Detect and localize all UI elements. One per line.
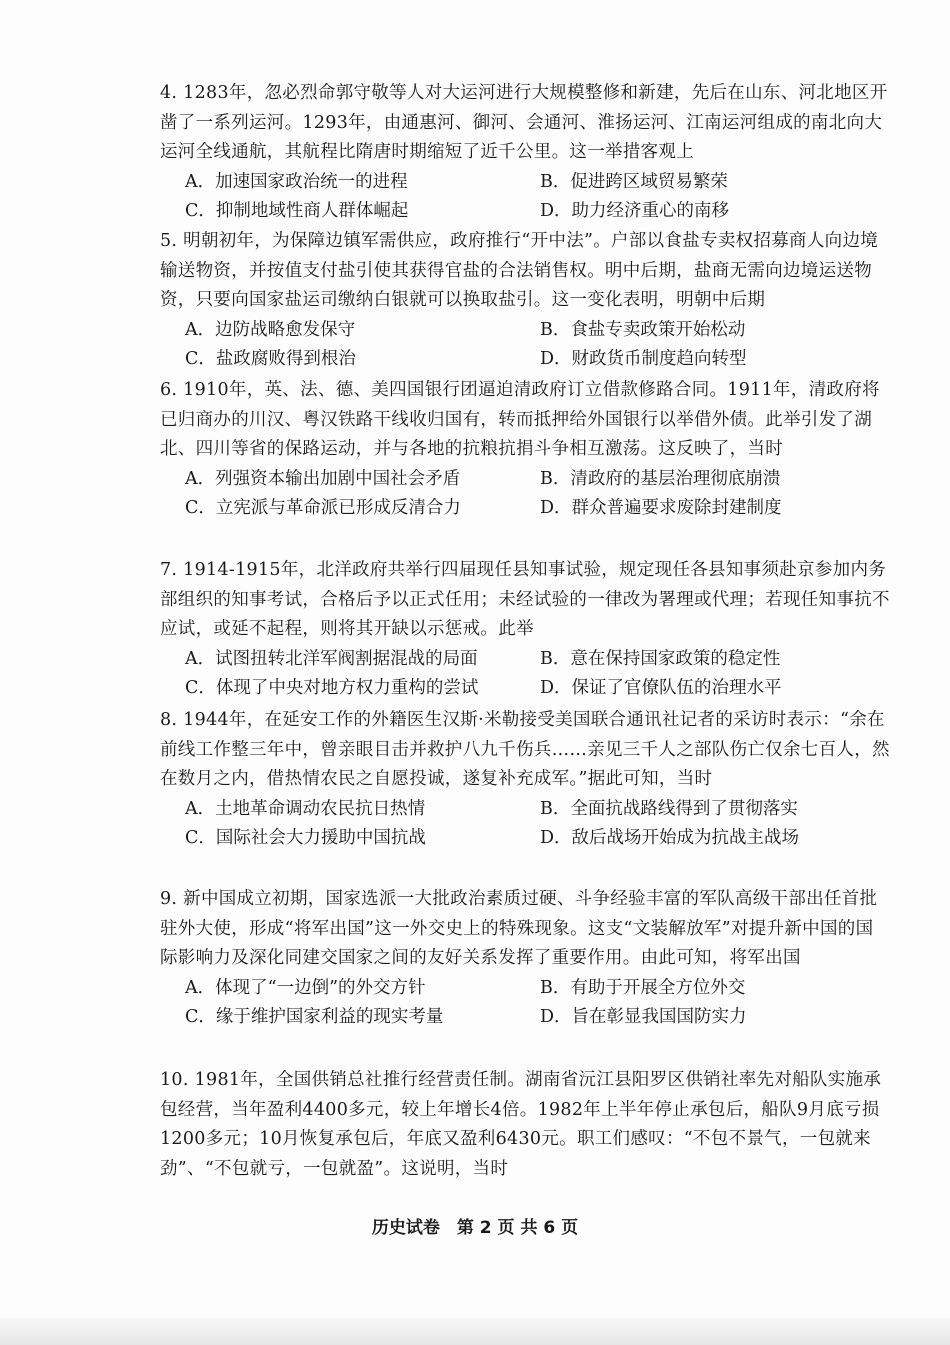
question-5: [160, 227, 890, 375]
question-10: [160, 1066, 890, 1184]
option-c: C．抑制地域性商人群体崛起: [185, 201, 409, 222]
question-stem: 9. 新中国成立初期，国家选派一大批政治素质过硬、斗争经验丰富的军队高级干部出任首批驻外大使，形成“将军出国”这一外交史上的特殊现象。这支“文装解放军”对提升新中国的国际影响力及深化同建交国家之间的友好关系发挥了重要作用。由此可知，将军出国: [160, 889, 878, 969]
option-d: D．财政货币制度趋向转型: [540, 349, 747, 370]
question-stem: 10. 1981年，全国供销总社推行经营责任制。湖南省沅江县阳罗区供销社率先对船队实施承包经营，当年盈利4400多元，较上年增长4倍。1982年上半年停止承包后，船队9月底亏损1200多元；10月恢复承包后，年底又盈利6430元。职工们感叹：“不包不景气，一包就来劲”、“不包就亏，一包就盈”。这说明，当时: [160, 1070, 882, 1179]
option-c: C．立宪派与革命派已形成反清合力: [185, 498, 461, 519]
question-stem: 5. 明朝初年，为保障边镇军需供应，政府推行“开中法”。户部以食盐专卖权招募商人向边境输送物资，并按值支付盐引使其获得官盐的合法销售权。明中后期，盐商无需向边境运送物资，只要向国家盐运司缴纳白银就可以换取盐引。这一变化表明，明朝中后期: [160, 231, 879, 311]
option-b: B．全面抗战路线得到了贯彻落实: [540, 798, 798, 819]
question-7: [160, 556, 890, 704]
question-stem: 7. 1914-1915年，北洋政府共举行四届现任县知事试验，规定现任各县知事须赴京参加内务部组织的知事考试，合格后予以正式任用；未经试验的一律改为署理或代理；若现任知事抗不应试，或延不起程，则将其开缺以示惩戒。此举: [160, 560, 890, 640]
question-6: [160, 376, 890, 524]
question-stem: 6. 1910年，英、法、德、美四国银行团逼迫清政府订立借款修路合同。1911年，清政府将已归商办的川汉、粤汉铁路干线收归国有，转而抵押给外国银行以举借外债。此举引发了湖北、四川等省的保路运动，并与各地的抗粮抗捐斗争相互激荡。这反映了，当时: [160, 380, 880, 460]
option-c: C．缘于维护国家利益的现实考量: [185, 1007, 444, 1028]
option-b: B．有助于开展全方位外交: [540, 977, 746, 998]
question-stem: 8. 1944年，在延安工作的外籍医生汉斯·米勒接受美国联合通讯社记者的采访时表示：“余在前线工作整三年中，曾亲眼目击并救护八九千伤兵……亲见三千人之部队伤亡仅余七百人，然在数月之内，借热情农民之自愿投诚，遂复补充成军。”据此可知，当时: [160, 710, 890, 790]
options: [160, 465, 890, 524]
option-d: D．群众普遍要求废除封建制度: [540, 498, 782, 519]
option-b: B．促进跨区域贸易繁荣: [540, 171, 728, 192]
option-a: A．体现了“一边倒”的外交方针: [185, 977, 426, 998]
option-a: A．加速国家政治统一的进程: [185, 171, 408, 192]
option-a: A．土地革命调动农民抗日热情: [185, 798, 426, 819]
option-b: B．清政府的基层治理彻底崩溃: [540, 468, 781, 489]
options: [160, 645, 890, 704]
option-b: B．意在保持国家政策的稳定性: [540, 648, 781, 669]
option-d: D．旨在彰显我国国防实力: [540, 1007, 747, 1028]
option-a: A．边防战略愈发保守: [185, 319, 356, 340]
question-stem: 4. 1283年，忽必烈命郭守敬等人对大运河进行大规模整修和新建，先后在山东、河北地区开凿了一系列运河。1293年，由通惠河、御河、会通河、淮扬运河、江南运河组成的南北向大运河全线通航，其航程比隋唐时期缩短了近千公里。这一举措客观上: [160, 83, 888, 163]
page-footer: 历史试卷 第 2 页 共 6 页: [371, 1218, 579, 1238]
question-8: [160, 706, 890, 854]
option-d: D．保证了官僚队伍的治理水平: [540, 678, 782, 699]
option-c: C．盐政腐败得到根治: [185, 349, 356, 370]
option-d: D．敌后战场开始成为抗战主战场: [540, 828, 800, 849]
question-4: [160, 79, 890, 227]
option-b: B．食盐专卖政策开始松动: [540, 319, 746, 340]
option-a: A．试图扭转北洋军阀割据混战的局面: [185, 648, 478, 669]
options: [160, 316, 890, 375]
option-c: C．国际社会大力援助中国抗战: [185, 828, 426, 849]
options: [160, 168, 890, 227]
options: [160, 795, 890, 854]
option-c: C．体现了中央对地方权力重构的尝试: [185, 678, 479, 699]
options: [160, 974, 890, 1033]
scan-edge: [0, 1318, 950, 1345]
option-a: A．列强资本输出加剧中国社会矛盾: [185, 468, 461, 489]
option-d: D．助力经济重心的南移: [540, 201, 730, 222]
question-9: [160, 885, 890, 1033]
